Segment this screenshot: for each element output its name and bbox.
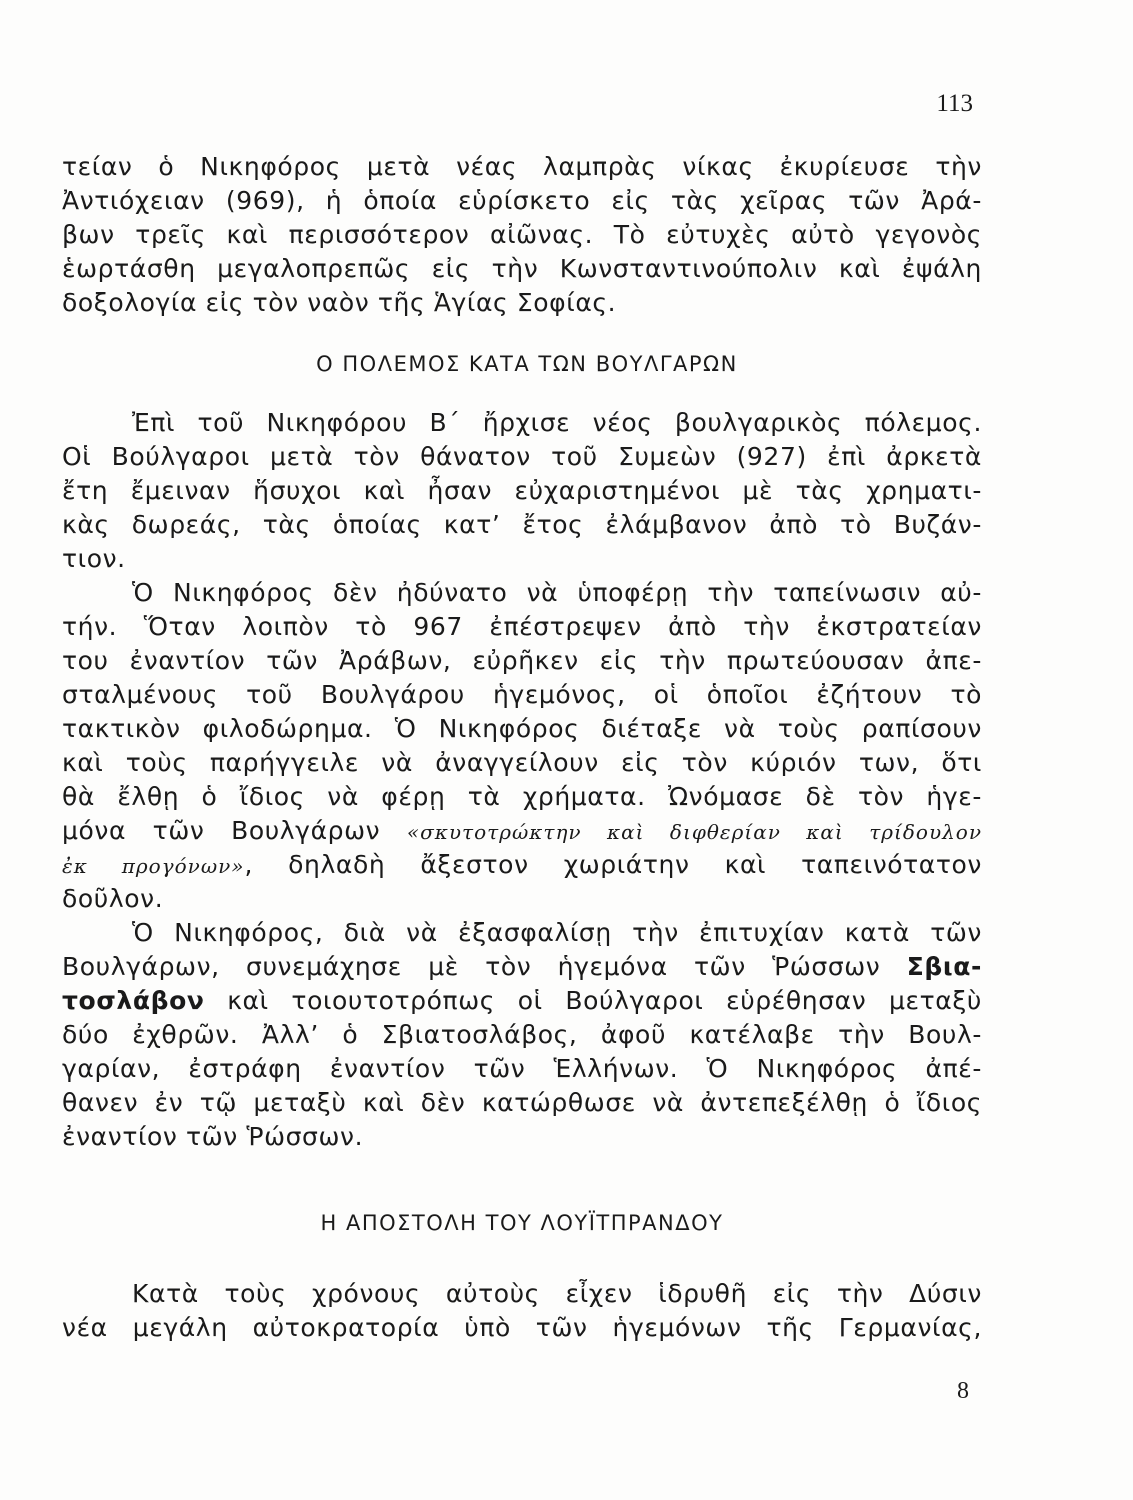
paragraph-1: [62, 150, 982, 320]
quotation: ἐκ προγόνων»: [62, 854, 245, 878]
paragraph-2: [62, 406, 982, 576]
text-segment: μόνα τῶν Βουλγάρων: [62, 816, 381, 845]
section-heading-liutprand-mission: Η ΑΠΟΣΤΟΛΗ ΤΟΥ ΛΟΥΪΤΠΡΑΝΔΟΥ: [320, 1211, 724, 1235]
text-line: ἑωρτάσθη μεγαλοπρεπῶς εἰς τὴν Κωνσταντινούπολιν καὶ ἐψάλη: [62, 254, 982, 283]
text-segment: Βουλγάρων, συνεμάχησε μὲ τὸν ἡγεμόνα τῶν Ῥώσσων: [62, 952, 881, 981]
bold-name: τοσλάβον: [62, 986, 205, 1015]
text-line: δύο ἐχθρῶν. Ἀλλ’ ὁ Σβιατοσλάβος, ἀφοῦ κατέλαβε τὴν Βουλ-: [62, 1020, 982, 1049]
text-line: Ὁ Νικηφόρος, διὰ νὰ ἐξασφαλίσῃ τὴν ἐπιτυχίαν κατὰ τῶν: [132, 918, 982, 947]
text-line: Ὁ Νικηφόρος δὲν ἠδύνατο νὰ ὑποφέρῃ τὴν ταπείνωσιν αὐ-: [132, 578, 982, 607]
text-line: ἔτη ἔμειναν ἥσυχοι καὶ ἦσαν εὐχαριστημένοι μὲ τὰς χρηματι-: [62, 476, 982, 505]
text-line: δοξολογία εἰς τὸν ναὸν τῆς Ἁγίας Σοφίας.: [62, 288, 617, 317]
bold-name: Σβια-: [906, 952, 982, 981]
text-line: γαρίαν, ἐστράφη ἐναντίον τῶν Ἑλλήνων. Ὁ Νικηφόρος ἀπέ-: [62, 1054, 982, 1083]
paragraph-3: [62, 576, 982, 916]
text-line: δοῦλον.: [62, 884, 164, 913]
quotation: «σκυτοτρώκτην καὶ διφθερίαν καὶ τρίδουλον: [406, 820, 982, 844]
text-line: καὶ τοὺς παρήγγειλε νὰ ἀναγγείλουν εἰς τὸν κύριόν των, ὅτι: [62, 748, 982, 777]
text-line: του ἐναντίον τῶν Ἀράβων, εὐρῆκεν εἰς τὴν πρωτεύουσαν ἀπε-: [62, 646, 982, 675]
text-line: [62, 950, 982, 984]
text-line: ἐναντίον τῶν Ῥώσσων.: [62, 1122, 364, 1151]
text-line: τείαν ὁ Νικηφόρος μετὰ νέας λαμπρὰς νίκας ἐκυρίευσε τὴν: [62, 152, 982, 181]
text-line: τήν. Ὅταν λοιπὸν τὸ 967 ἐπέστρεψεν ἀπὸ τὴν ἐκστρατείαν: [62, 612, 982, 641]
signature-mark: 8: [957, 1378, 969, 1404]
paragraph-5: [62, 1277, 982, 1345]
text-line: Κατὰ τοὺς χρόνους αὐτοὺς εἶχεν ἱδρυθῆ εἰς τὴν Δύσιν: [132, 1279, 982, 1308]
text-line: θανεν ἐν τῷ μεταξὺ καὶ δὲν κατώρθωσε νὰ ἀντεπεξέλθῃ ὁ ἴδιος: [62, 1088, 982, 1117]
text-segment: καὶ τοιουτοτρόπως οἱ Βούλγαροι εὑρέθησαν μεταξὺ: [204, 986, 982, 1015]
text-line: [62, 984, 982, 1018]
text-line: τακτικὸν φιλοδώρημα. Ὁ Νικηφόρος διέταξε νὰ τοὺς ραπίσουν: [62, 714, 982, 743]
text-segment: , δηλαδὴ ἄξεστον χωριάτην καὶ ταπεινότατον: [244, 850, 982, 879]
text-line: Οἱ Βούλγαροι μετὰ τὸν θάνατον τοῦ Συμεὼν (927) ἐπὶ ἀρκετὰ: [62, 442, 982, 471]
text-line: Ἀντιόχειαν (969), ἡ ὁποία εὑρίσκετο εἰς τὰς χεῖρας τῶν Ἀρά-: [62, 186, 982, 215]
text-line: κὰς δωρεάς, τὰς ὁποίας κατ’ ἔτος ἐλάμβανον ἀπὸ τὸ Βυζάν-: [62, 510, 982, 539]
page-number: 113: [936, 90, 973, 117]
text-line: νέα μεγάλη αὐτοκρατορία ὑπὸ τῶν ἡγεμόνων τῆς Γερμανίας,: [62, 1313, 982, 1342]
text-line: [62, 848, 982, 882]
text-line: τιον.: [62, 544, 126, 573]
text-line: βων τρεῖς καὶ περισσότερον αἰῶνας. Τὸ εὐτυχὲς αὐτὸ γεγονὸς: [62, 220, 982, 249]
text-line: [62, 814, 982, 848]
text-line: Ἐπὶ τοῦ Νικηφόρου Β΄ ἤρχισε νέος βουλγαρικὸς πόλεμος.: [132, 408, 982, 437]
text-line: σταλμένους τοῦ Βουλγάρου ἡγεμόνος, οἱ ὁποῖοι ἐζήτουν τὸ: [62, 680, 982, 709]
body-text: [62, 150, 982, 1345]
paragraph-4: [62, 916, 982, 1154]
section-heading-bulgarian-war: Ο ΠΟΛΕΜΟΣ ΚΑΤΑ ΤΩΝ ΒΟΥΛΓΑΡΩΝ: [316, 352, 738, 376]
text-line: θὰ ἔλθῃ ὁ ἴδιος νὰ φέρῃ τὰ χρήματα. Ὠνόμασε δὲ τὸν ἡγε-: [62, 782, 982, 811]
